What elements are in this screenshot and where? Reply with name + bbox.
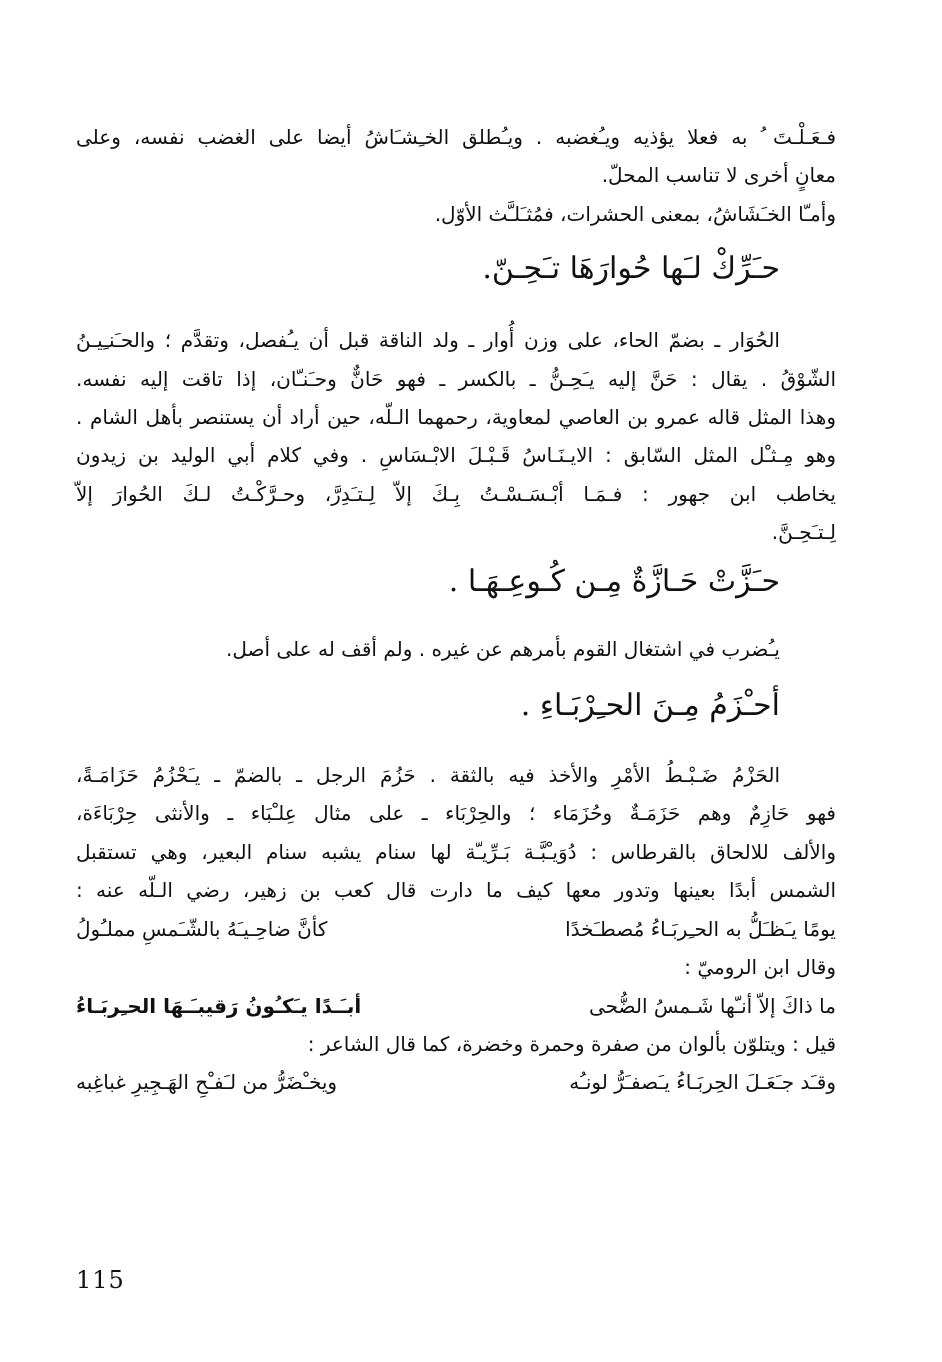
text-line: فهو حَازِمٌ وهم حَزَمَـةٌ وحُزَمَاء ؛ والحِرْبَاء ـ على مثال عِلـْبَاء ـ والأنثى حِرْبَاءَة، [76, 801, 836, 826]
verse-first-hemistich: ما ذاكَ إلاّ أنـّها شَـمسُ الضُّحى [588, 993, 836, 1018]
text-line: الشمس أبدًا بعينها وتدور معها كيف ما دارت قال كعب بن زهير، رضي الـلّه عنه : [76, 878, 836, 903]
page-number: 115 [76, 1266, 125, 1294]
text-line: الحَزْمُ ضَـبْـطُ الأمْرِ والأخذ فيه بالثقة . حَزُمَ الرجل ـ بالضمّ ـ يـَحْزُمُ حَزَامَـةً، [76, 763, 780, 788]
verse-first-hemistich: يومًا يـَظـَلُّ به الحـِربَـاءُ مُصطـَخدًا [565, 916, 836, 941]
paragraph-6 [76, 1025, 836, 1063]
proverb-heading-1: حـَرِّكْ لـَها حُوارَهَا تـَحِـنّ. [482, 251, 780, 287]
paragraph-3 [76, 630, 836, 668]
paragraph-5 [76, 948, 836, 986]
proverb-heading-2: حـَزَّتْ حَـازَّةٌ مِـن كُـوعِـهَـا . [448, 563, 780, 599]
text-line: لِـتـَحِـنَّ. [771, 520, 836, 545]
text-line: وهو مِـثـْل المثل السّابق : الايـنَـاسُ قَـبْـلَ الابْـسَاسِ . وفي كلام أبي الوليد بن زيدون [76, 443, 836, 468]
text-line: الحُوَار ـ بضمّ الحاء، على وزن أُوار ـ ولد الناقة قبل أن يـُفصل، وتقدَّم ؛ والحـَنـِيـنُ [76, 328, 780, 353]
verse-second-hemistich: أبـَـدًا يـَكـُونُ رَقيبـَـهَا الحـِربَـاءُ [76, 993, 362, 1018]
poem-verse-3 [76, 1063, 836, 1101]
verse-second-hemistich: ويخـْضَرُّ من لـَفـْحِ الهَـجِيرِ غباغِبه [76, 1070, 338, 1095]
text-line: وقال ابن الروميّ : [684, 955, 836, 980]
text-line: معانٍ أخرى لا تناسب المحلّ. [601, 163, 836, 188]
proverb-heading-3: أحـْزَمُ مِـنَ الحـِرْبَـاءِ . [520, 688, 780, 724]
verse-second-hemistich: كأنَّ ضاحِـيـَهُ بالشّـَمسِ مملـُولُ [76, 916, 328, 941]
text-line: قيل : ويتلوّن بألوان من صفرة وحمرة وخضرة، كما قال الشاعر : [307, 1031, 836, 1056]
poem-verse-2 [76, 987, 836, 1025]
text-line: فـعَـلْـتَ ُ به فعلا يؤذيه ويـُغضبه . ويـُطلق الخـِشـَاشُ أيضا على الغضب نفسه، وعلى [76, 125, 836, 149]
page-body [76, 118, 836, 1102]
paragraph-2 [76, 321, 836, 551]
text-line: يـُضرب في اشتغال القوم بأمرهم عن غيره . ولم أقف له على أصل. [225, 636, 780, 661]
text-line: والألف للالحاق بالقرطاس : دُوَيـْبَّـة بَـرِّيـّة لها سنام يشبه سنام البعير، وهي تستقبل [76, 839, 836, 864]
text-line: يخاطب ابن جهور : فـمَـا أبْـسَـسْـتُ بِـكَ إلاّ لِـتـَدِرَّ، وحـرَّكْـتُ لـكَ الحُوارَ إلاّ [76, 481, 836, 506]
poem-verse-1 [76, 910, 836, 948]
text-line: الشّوْقُ . يقال : حَنَّ إليه يـَحِـنُّ ـ بالكسر ـ فهو حَانٌّ وحـَنـّان، إذا تاقت إليه نفسه. [76, 366, 836, 391]
text-line: وهذا المثل قاله عمرو بن العاصي لمعاوية، رحمهما الـلّه، حين أراد أن يستنصر بأهل الشام . [76, 405, 836, 430]
verse-first-hemistich: وقـَد جـَعَـلَ الحِربَـاءُ يـَصفـَرُّ لونـُه [569, 1070, 836, 1095]
text-line: وأمـّا الخـَشَاشُ، بمعنى الحشرات، فمُثـَلـَّث الأوّل. [434, 201, 836, 226]
paragraph-4 [76, 756, 836, 910]
paragraph-1 [76, 118, 836, 233]
